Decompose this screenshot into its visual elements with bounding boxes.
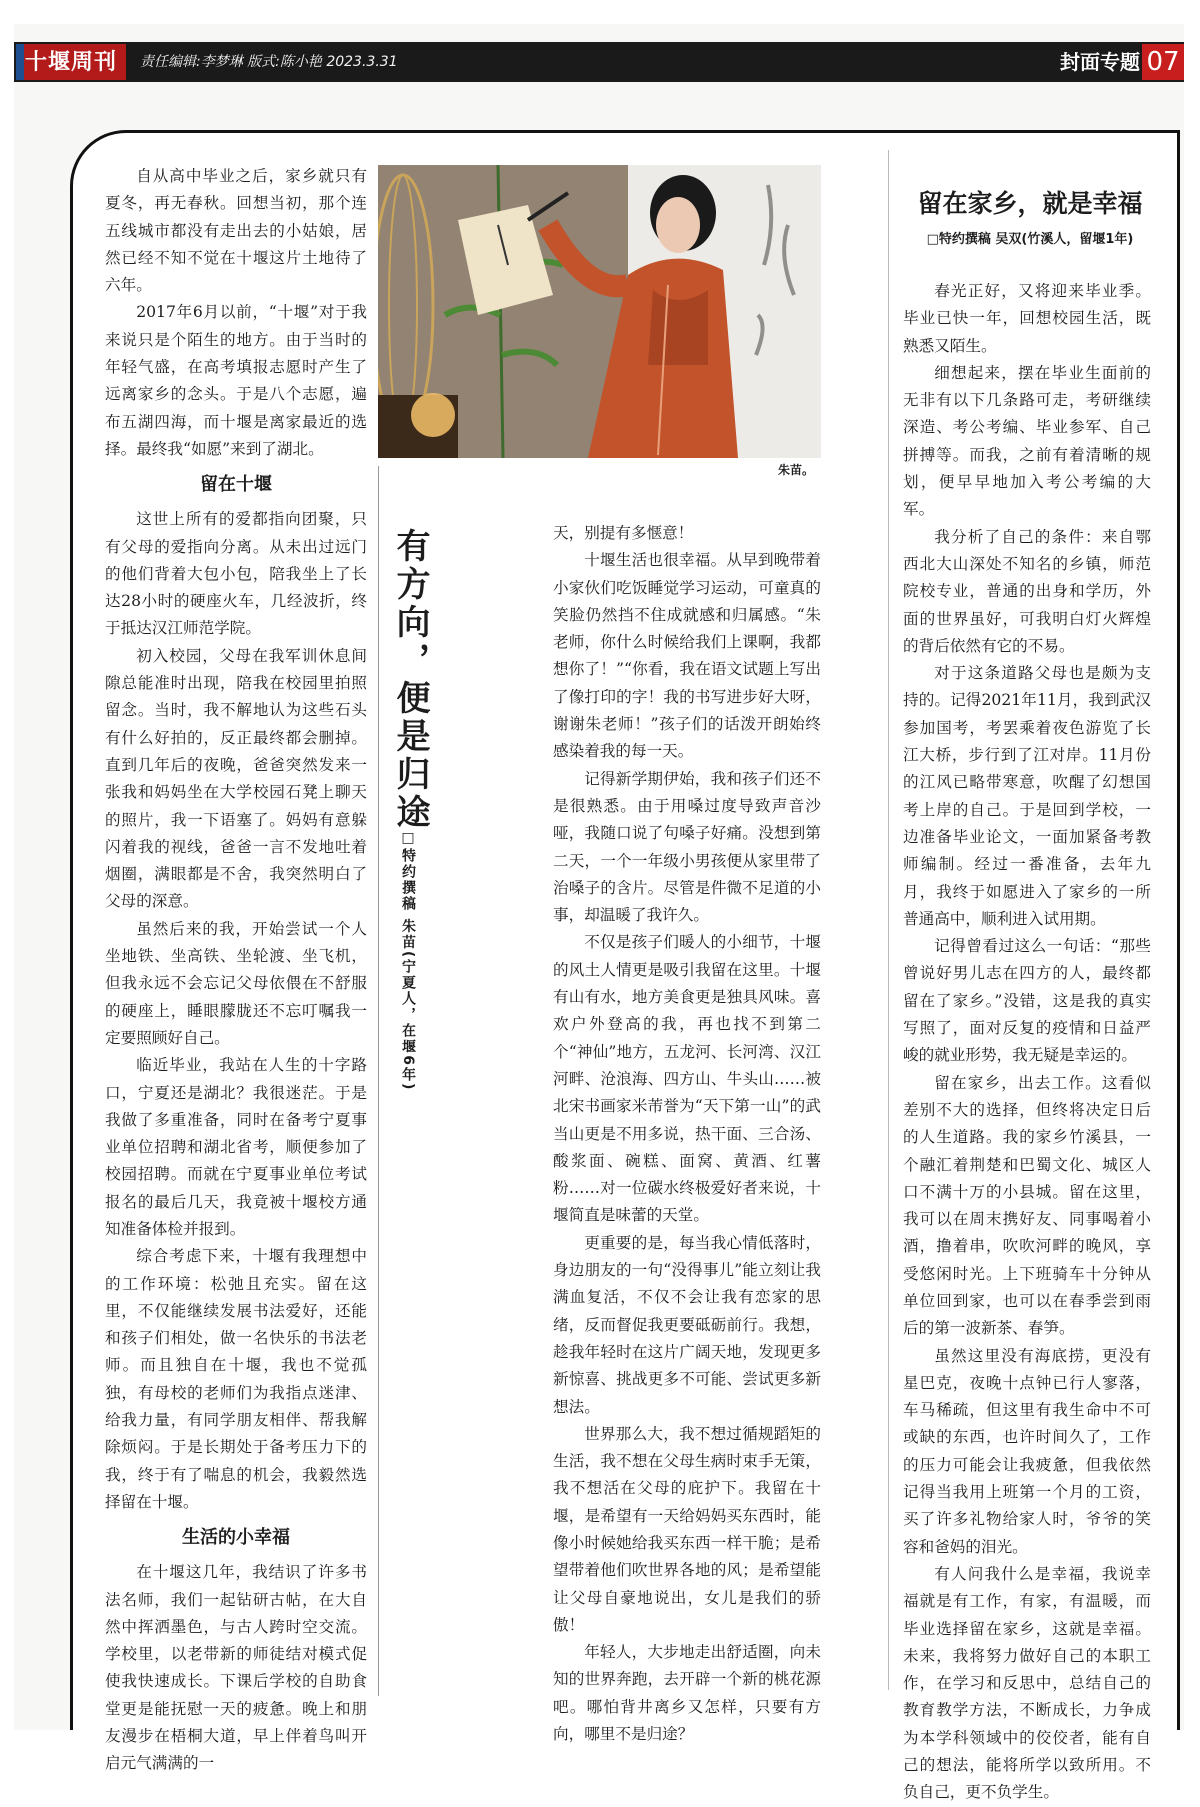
- masthead-stripe: [16, 44, 24, 80]
- article2-title: 留在家乡，就是幸福: [917, 189, 1143, 218]
- photo-caption: 朱苗。: [778, 463, 815, 477]
- paragraph: 在十堰这几年，我结识了许多书法名师，我们一起钻研古帖，在大自然中挥洒墨色，与古人跨时空交流。学校里，以老带新的师徒结对模式促使我快速成长。下课后学校的自助食堂更是能抚慰一天的疲惫。晚上和朋友漫步在梧桐大道，早上伴着鸟叫开启元气满满的一: [105, 1563, 367, 1773]
- paragraph: 自从高中毕业之后，家乡就只有夏冬，再无春秋。回想当初，那个连五线城市都没有走出去的小姑娘，居然已经不知不觉在十堰这片土地待了六年。: [105, 167, 367, 295]
- article1-byline: □特约撰稿 朱苗(宁夏人，在堰6年): [400, 830, 416, 1092]
- frame-right-edge: [1177, 130, 1180, 1730]
- paragraph: 综合考虑下来，十堰有我理想中的工作环境：松弛且充实。留在这里，不仅能继续发展书法爱好，还能和孩子们相处，做一名快乐的书法老师。而且独自在十堰，我也不觉孤独，有母校的老师们为我指点迷津、给我力量，有同学朋友相伴、帮我解除烦闷。于是长期处于备考压力下的我，终于有了喘息的机会，我毅然选择留在十堰。: [105, 1247, 367, 1511]
- article1-column-b: [553, 520, 821, 1748]
- paragraph: 春光正好，又将迎来毕业季。毕业已快一年，回想校园生活，既熟悉又陌生。: [903, 282, 1151, 355]
- paragraph: 年轻人，大步地走出舒适圈，向未知的世界奔跑，去开辟一个新的桃花源吧。哪怕背井离乡又怎样，只要有方向，哪里不是归途？: [553, 1643, 821, 1744]
- title-separator: [378, 466, 379, 1696]
- paragraph: 世界那么大，我不想过循规蹈矩的生活，我不想在父母生病时束手无策，我不想活在父母的庇护下。我留在十堰，是希望有一天给妈妈买东西时，能像小时候她给我买东西一样干脆；是希望带着他们吹世界各地的风；是希望能让父母自豪地说出，女儿是我们的骄傲！: [553, 1424, 821, 1634]
- paragraph: 临近毕业，我站在人生的十字路口，宁夏还是湖北？我很迷茫。于是我做了多重准备，同时在备考宁夏事业单位招聘和湖北省考，顺便参加了校园招聘。而就在宁夏事业单位考试报名的最后几天，我竟被十堰校方通知准备体检并报到。: [105, 1056, 367, 1238]
- masthead-logo: 十堰周刊: [16, 44, 126, 80]
- article2-byline: □特约撰稿 吴双(竹溪人，留堰1年): [926, 232, 1134, 247]
- column-divider: [888, 150, 889, 1690]
- paragraph: 更重要的是，每当我心情低落时，身边朋友的一句“没得事儿”能立刻让我满血复活，不仅不会让我有恋家的思绪，反而督促我更要砥砺前行。我想，趁我年轻时在这片广阔天地，发现更多新惊喜、挑战更多不可能、尝试更多新想法。: [553, 1233, 821, 1416]
- paragraph: 留在家乡，出去工作。这看似差别不大的选择，但终将决定日后的人生道路。我的家乡竹溪县，一个融汇着荆楚和巴蜀文化、城区人口不满十万的小县城。留在这里，我可以在周末携好友、同事喝着小酒，撸着串，吹吹河畔的晚风，享受悠闲时光。上下班骑车十分钟从单位回到家，也可以在春季尝到雨后的第一波新茶、春笋。: [903, 1073, 1151, 1338]
- paragraph: 记得曾看过这么一句话：“那些曾说好男儿志在四方的人，最终都留在了家乡。”没错，这是我的真实写照了，面对反复的疫情和日益严峻的就业形势，我无疑是幸运的。: [903, 937, 1151, 1065]
- article-photo: [378, 165, 821, 458]
- paragraph: 不仅是孩子们暖人的小细节，十堰的风土人情更是吸引我留在这里。十堰有山有水，地方美食更是独具风味。喜欢户外登高的我，再也找不到第二个“神仙”地方，五龙河、长河湾、汉江河畔、沧浪海、四方山、牛头山……被北宋书画家米芾誉为“天下第一山”的武当山更是不用多说，热干面、三合汤、酸浆面、碗糕、面窝、黄酒、红薯粉……对一位碳水终极爱好者来说，十堰简直是味蕾的天堂。: [553, 933, 821, 1225]
- calligrapher-photo: [378, 165, 821, 458]
- paragraph: 对于这条道路父母也是颇为支持的。记得2021年11月，我到武汉参加国考，考罢乘着夜色游览了长江大桥，步行到了江对岸。11月份的江风已略带寒意，吹醒了幻想国考上岸的自己。于是回到学校，一边准备毕业论文，一面加紧备考教师编制。经过一番准备，去年九月，我终于如愿进入了家乡的一所普通高中，顺利进入试用期。: [903, 664, 1151, 928]
- page-number: 07: [1142, 44, 1184, 80]
- paragraph: 我分析了自己的条件：来自鄂西北大山深处不知名的乡镇，师范院校专业，普通的出身和学历，外面的世界虽好，可我明白灯火辉煌的背后依然有它的不易。: [903, 527, 1151, 655]
- paragraph: 2017年6月以前，“十堰”对于我来说只是个陌生的地方。由于当时的年轻气盛，在高考填报志愿时产生了远离家乡的念头。于是八个志愿，遍布五湖四海，而十堰是离家最近的选择。最终我“如愿”来到了湖北。: [105, 303, 367, 458]
- article1-title: 有方向，便是归途: [390, 528, 430, 832]
- paragraph: 初入校园，父母在我军训休息间隙总能准时出现，陪我在校园里拍照留念。当时，我不解地认为这些石头有什么好拍的，反正最终都会删掉。直到几年后的夜晚，爸爸突然发来一张我和妈妈坐在大学校园石凳上聊天的照片，我一下语塞了。妈妈有意躲闪着我的视线，爸爸一言不发地吐着烟圈，满眼都是不舍，我突然明白了父母的深意。: [105, 646, 367, 911]
- paragraph: 虽然后来的我，开始尝试一个人坐地铁、坐高铁、坐轮渡、坐飞机，但我永远不会忘记父母依偎在不舒服的硬座上，睡眼朦胧还不忘叮嘱我一定要照顾好自己。: [105, 919, 367, 1047]
- paragraph: 十堰生活也很幸福。从早到晚带着小家伙们吃饭睡觉学习运动，可童真的笑脸仍然挡不住成就感和归属感。“朱老师，你什么时候给我们上课啊，我都想你了！”“你看，我在语文试题上写出了像打印的字！我的书写进步好大呀，谢谢朱老师！”孩子们的话泼开朗始终感染着我的每一天。: [553, 551, 821, 761]
- paragraph: 细想起来，摆在毕业生面前的无非有以下几条路可走，考研继续深造、考公考编、毕业参军、自己拼搏等。而我，之前有着清晰的规划，便早早地加入考公考编的大军。: [903, 363, 1151, 519]
- section-heading: 生活的小幸福: [182, 1527, 290, 1549]
- paragraph: 这世上所有的爱都指向团聚，只有父母的爱指向分离。从未出过远门的他们背着大包小包，陪我坐上了长达28小时的硬座火车，几经波折，终于抵达汉江师范学院。: [105, 510, 367, 638]
- paragraph: 有人问我什么是幸福，我说幸福就是有工作，有家，有温暖，而毕业选择留在家乡，这就是幸福。未来，我将努力做好自己的本职工作，在学习和反思中，总结自己的教育教学方法，不断成长，力争成为本学科领域中的佼佼者，能有自己的想法，能将所学以致所用。不负自己，更不负学生。: [903, 1564, 1151, 1802]
- paragraph: 天，别提有多惬意！: [553, 524, 694, 542]
- section-label: 封面专题: [1060, 50, 1140, 74]
- paragraph: 记得新学期伊始，我和孩子们还不是很熟悉。由于用嗓过度导致声音沙哑，我随口说了句嗓子好痛。没想到第二天，一个一年级小男孩便从家里带了治嗓子的含片。尽管是件微不足道的小事，却温暖了我许久。: [553, 769, 821, 925]
- article2-column: [903, 278, 1151, 1807]
- editor-credits: 责任编辑:李梦琳 版式:陈小艳 2023.3.31: [140, 54, 398, 70]
- paragraph: 虽然这里没有海底捞，更没有星巴克，夜晚十点钟已行人寥落，车马稀疏，但这里有我生命中不可或缺的东西，也许时间久了，工作的压力可能会让我疲惫，但我依然记得当我用上班第一个月的工资，买了许多礼物给家人时，爷爷的笑容和爸妈的泪光。: [903, 1346, 1151, 1556]
- section-heading: 留在十堰: [200, 474, 272, 496]
- article1-column-a: [105, 163, 367, 1778]
